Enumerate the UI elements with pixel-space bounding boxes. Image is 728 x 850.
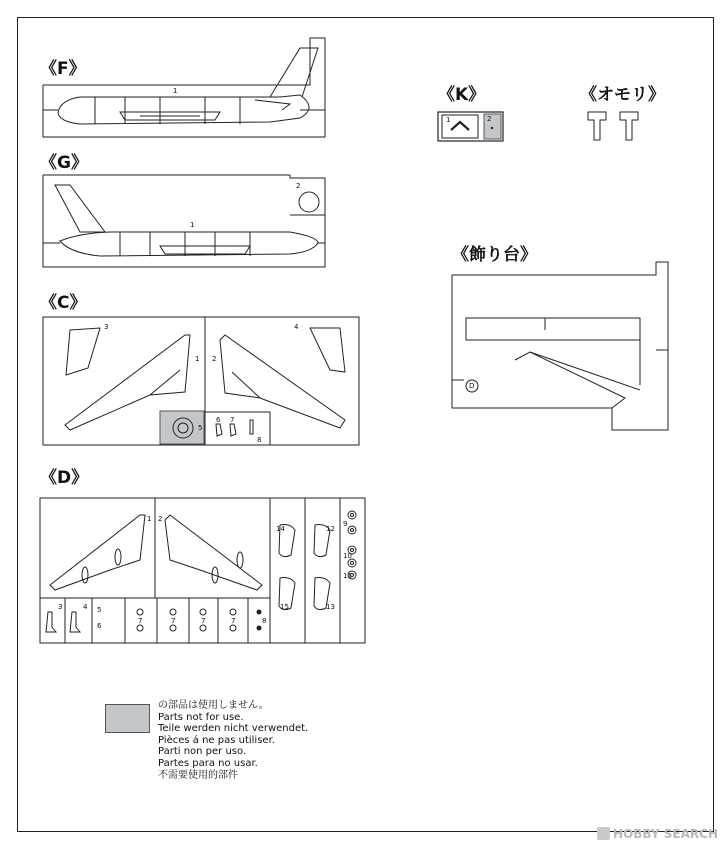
legend-swatch — [105, 704, 150, 733]
part-number-c6: 6 — [216, 416, 221, 424]
part-number-d5: 5 — [97, 606, 102, 614]
part-number-d4: 4 — [83, 603, 88, 611]
part-number-d13: 13 — [326, 603, 335, 611]
watermark — [597, 827, 718, 841]
part-number-d7b: 7 — [171, 617, 176, 625]
stand-base-part — [466, 318, 640, 340]
legend-line-es: Partes para no usar. — [158, 757, 258, 769]
stand-runner-frame — [452, 262, 668, 430]
legend-line-fr: Pièces á ne pas utiliser. — [158, 734, 275, 746]
part-number-c4: 4 — [294, 323, 299, 331]
part-number-d12: 12 — [326, 525, 335, 533]
part-number-d3: 3 — [58, 603, 63, 611]
legend-line-it: Parti non per uso. — [158, 746, 247, 758]
part-number-d11: 11 — [343, 572, 352, 580]
part-number-d1: 1 — [147, 515, 152, 523]
part-number-c1: 1 — [195, 355, 200, 363]
part-number-c3: 3 — [104, 323, 109, 331]
legend-line-en: Parts not for use. — [158, 711, 244, 723]
part-number-d15: 15 — [280, 603, 289, 611]
part-number-d10: 10 — [343, 552, 352, 560]
part-number-g1: 1 — [190, 221, 195, 229]
part-number-d7a: 7 — [138, 617, 143, 625]
legend-line-ja: の部品は使用しません。 — [158, 700, 269, 711]
weight-label: 《オモリ》 — [580, 85, 665, 105]
part-number-d7d: 7 — [231, 617, 236, 625]
part-number-c8: 8 — [257, 436, 262, 444]
stand-arm-part — [515, 352, 625, 408]
stand-marker: D — [469, 382, 475, 390]
legend-text — [158, 700, 308, 781]
part-number-c7: 7 — [230, 416, 235, 424]
legend-line-de: Teile werden nicht verwendet. — [158, 723, 309, 735]
part-number-d14: 14 — [276, 525, 285, 533]
part-number-k1: 1 — [446, 116, 451, 124]
runner-k-label: 《K》 — [438, 85, 486, 105]
runner-c-label: 《C》 — [40, 293, 87, 313]
watermark-logo-icon — [597, 827, 610, 840]
part-number-c5: 5 — [198, 424, 203, 432]
part-number-d7c: 7 — [201, 617, 206, 625]
part-number-g2: 2 — [296, 182, 301, 190]
part-number-d6: 6 — [97, 622, 102, 630]
part-number-d2: 2 — [158, 515, 163, 523]
runner-g-label: 《G》 — [40, 153, 88, 173]
runner-f-label: 《F》 — [40, 59, 86, 79]
part-number-k2: 2 — [487, 115, 492, 123]
legend-line-zh: 不需要使用的部件 — [158, 769, 238, 781]
part-number-c2: 2 — [212, 355, 217, 363]
watermark-text: HOBBY SEARCH — [613, 827, 718, 841]
part-number-f1: 1 — [173, 87, 178, 95]
stand-label: 《飾り台》 — [452, 245, 537, 265]
part-number-d8: 8 — [262, 617, 267, 625]
runner-d-label: 《D》 — [40, 468, 89, 488]
part-number-d9: 9 — [343, 520, 348, 528]
